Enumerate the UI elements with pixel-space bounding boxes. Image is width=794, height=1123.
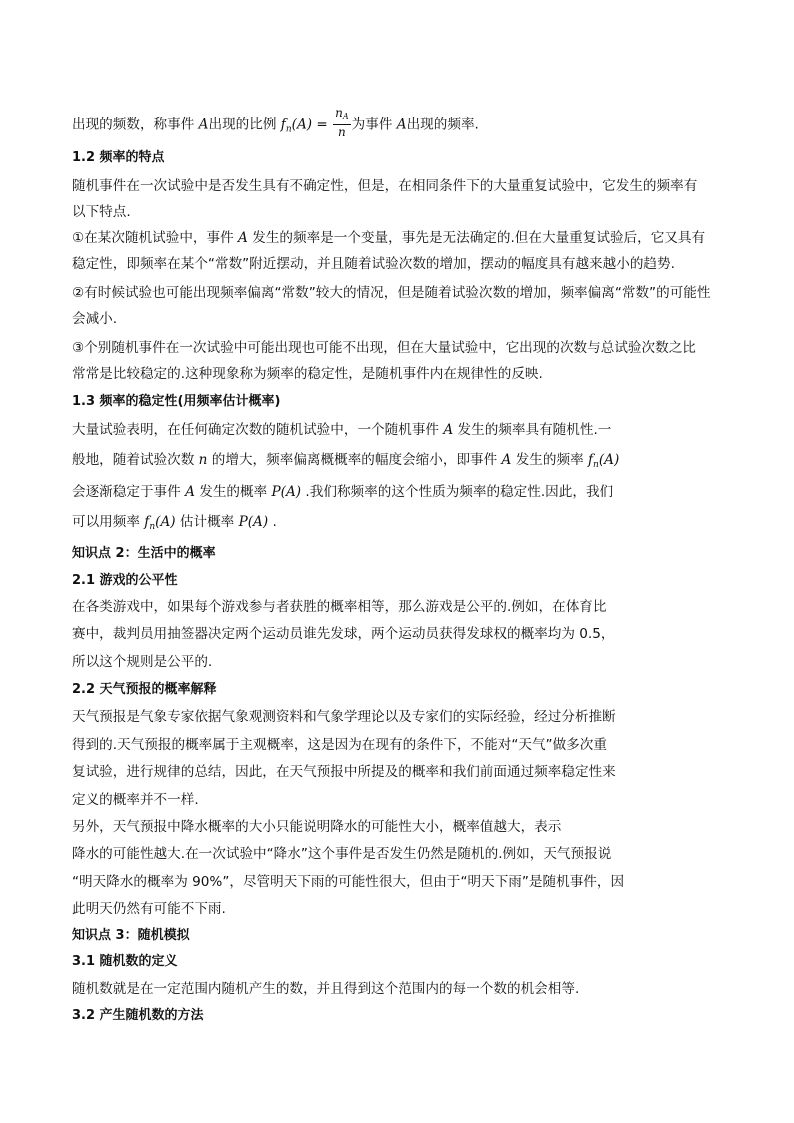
sec12-p3-line2: 会减小. bbox=[72, 311, 118, 327]
s21-line3: 所以这个规则是公平的. bbox=[72, 654, 213, 670]
math-f-2-sub: n bbox=[593, 460, 599, 470]
intro-text-2: 出现的比例 bbox=[208, 116, 281, 133]
math-f-3-sub: n bbox=[149, 522, 156, 532]
sec13-line2 bbox=[72, 451, 619, 474]
s31-line1: 随机数就是在一定范围内随机产生的数，并且得到这个范围内的每一个数的机会相等. bbox=[72, 981, 580, 997]
math-A-5: A bbox=[501, 452, 512, 468]
numerator-n: n bbox=[335, 106, 343, 120]
math-eq: = bbox=[312, 116, 333, 133]
math-P-A-2: P(A) bbox=[238, 514, 269, 530]
intro-line bbox=[72, 108, 479, 141]
sec13-line1 bbox=[72, 421, 611, 439]
sec12-p2-line2: 稳定性，即频率在某个“常数”附近摆动，并且随着试验次数的增加，摆动的幅度具有越来越小的趋势. bbox=[72, 256, 675, 272]
s22-line5: 另外，天气预报中降水概率的大小只能说明降水的可能性大小，概率值越大，表示 bbox=[72, 819, 562, 835]
sec13-l1-a: 大量试验表明，在任何确定次数的随机试验中，一个随机事件 bbox=[72, 422, 444, 438]
math-f: f bbox=[280, 116, 286, 133]
sec13-l3-a: 会逐渐稳定于事件 bbox=[72, 484, 186, 500]
s22-line3: 复试验，进行规律的总结，因此，在天气预报中所提及的概率和我们前面通过频率稳定性来 bbox=[72, 764, 616, 780]
intro-text-4: 出现的频率. bbox=[406, 116, 479, 133]
sec13-l4-c: . bbox=[268, 514, 277, 530]
math-f-3: f bbox=[144, 514, 150, 530]
sec13-l1-b: 发生的频率具有随机性.一 bbox=[453, 422, 612, 438]
sec12-p1-line1: 随机事件在一次试验中是否发生具有不确定性，但是，在相同条件下的大量重复试验中，它发生的频率有 bbox=[72, 178, 698, 194]
math-A: A bbox=[198, 116, 209, 133]
sec13-l3-b: 发生的概率 bbox=[194, 484, 272, 500]
math-paren-A-2: (A) bbox=[598, 452, 620, 468]
sec12-p4-line2: 常常是比较稳定的.这种现象称为频率的稳定性，是随机事件内在规律性的反映. bbox=[72, 366, 543, 382]
sec12-p2-text-a: ①在某次随机试验中，事件 bbox=[72, 230, 239, 246]
heading-2-1: 2.1 游戏的公平性 bbox=[72, 573, 178, 588]
intro-text-1: 出现的频数，称事件 bbox=[72, 116, 199, 133]
numerator-sub: A bbox=[342, 112, 349, 121]
math-paren-A-3: (A) bbox=[155, 514, 176, 530]
sec12-p1-line2: 以下特点. bbox=[72, 204, 131, 220]
sec12-p4-line1: ③个别随机事件在一次试验中可能出现也可能不出现，但在大量试验中，它出现的次数与总试验次数之比 bbox=[72, 340, 696, 356]
heading-1-2: 1.2 频率的特点 bbox=[72, 150, 165, 165]
fraction-denominator: n bbox=[338, 125, 346, 139]
s22-line2: 得到的.天气预报的概率属于主观概率，这是因为在现有的条件下，不能对“天气”做多次重 bbox=[72, 737, 607, 753]
s21-line1: 在各类游戏中，如果每个游戏参与者获胜的概率相等，那么游戏是公平的.例如，在体育比 bbox=[72, 599, 607, 615]
s21-line2: 赛中，裁判员用抽签器决定两个运动员谁先发球，两个运动员获得发球权的概率均为 0.5， bbox=[72, 626, 615, 642]
sec13-l2-b: 的增大，频率偏离概概率的幅度会缩小，即事件 bbox=[207, 452, 502, 468]
sec12-p2-line1 bbox=[72, 229, 705, 247]
s22-line6: 降水的可能性越大.在一次试验中“降水”这个事件是否发生仍然是随机的.例如，天气预报说 bbox=[72, 846, 612, 862]
sec13-line3 bbox=[72, 483, 613, 501]
math-f-sub: n bbox=[285, 124, 292, 135]
math-n: n bbox=[198, 452, 208, 468]
heading-3-2: 3.2 产生随机数的方法 bbox=[72, 1008, 204, 1023]
math-P-A: P(A) bbox=[271, 484, 302, 500]
heading-kp2: 知识点 2：生活中的概率 bbox=[72, 546, 216, 561]
math-f-2: f bbox=[588, 452, 594, 468]
intro-text-3: 为事件 bbox=[351, 116, 397, 133]
s22-line8: 此明天仍然有可能不下雨. bbox=[72, 901, 226, 917]
s22-line4: 定义的概率并不一样. bbox=[72, 792, 199, 808]
fraction bbox=[333, 106, 351, 139]
fraction-numerator bbox=[333, 106, 351, 125]
sec12-p3-line1: ②有时候试验也可能出现频率偏离“常数”较大的情况，但是随着试验次数的增加，频率偏离“常数”的可能性 bbox=[72, 285, 711, 301]
sec13-line4 bbox=[72, 513, 277, 536]
heading-1-3: 1.3 频率的稳定性(用频率估计概率) bbox=[72, 394, 281, 409]
s22-line1: 天气预报是气象专家依据气象观测资料和气象学理论以及专家们的实际经验，经过分析推断 bbox=[72, 709, 616, 725]
sec13-l3-c: .我们称频率的这个性质为频率的稳定性.因此，我们 bbox=[301, 484, 614, 500]
s22-line7: “明天降水的概率为 90%”，尽管明天下雨的可能性很大，但由于“明天下雨”是随机事件，因 bbox=[72, 874, 625, 890]
math-A-2: A bbox=[396, 116, 407, 133]
math-paren-A: (A) bbox=[291, 116, 313, 133]
sec13-l2-a: 般地，随着试验次数 bbox=[72, 452, 199, 468]
sec13-l2-c: 发生的频率 bbox=[511, 452, 588, 468]
sec12-p2-text-b: 发生的频率是一个变量，事先是无法确定的.但在大量重复试验后，它又具有 bbox=[247, 230, 706, 246]
math-A-4: A bbox=[443, 422, 454, 438]
heading-3-1: 3.1 随机数的定义 bbox=[72, 954, 178, 969]
sec13-l4-a: 可以用频率 bbox=[72, 514, 145, 530]
math-A-6: A bbox=[185, 484, 195, 500]
sec13-l4-b: 估计概率 bbox=[175, 514, 239, 530]
heading-2-2: 2.2 天气预报的概率解释 bbox=[72, 682, 217, 697]
math-A-3: A bbox=[238, 230, 248, 246]
heading-kp3: 知识点 3：随机模拟 bbox=[72, 928, 190, 943]
